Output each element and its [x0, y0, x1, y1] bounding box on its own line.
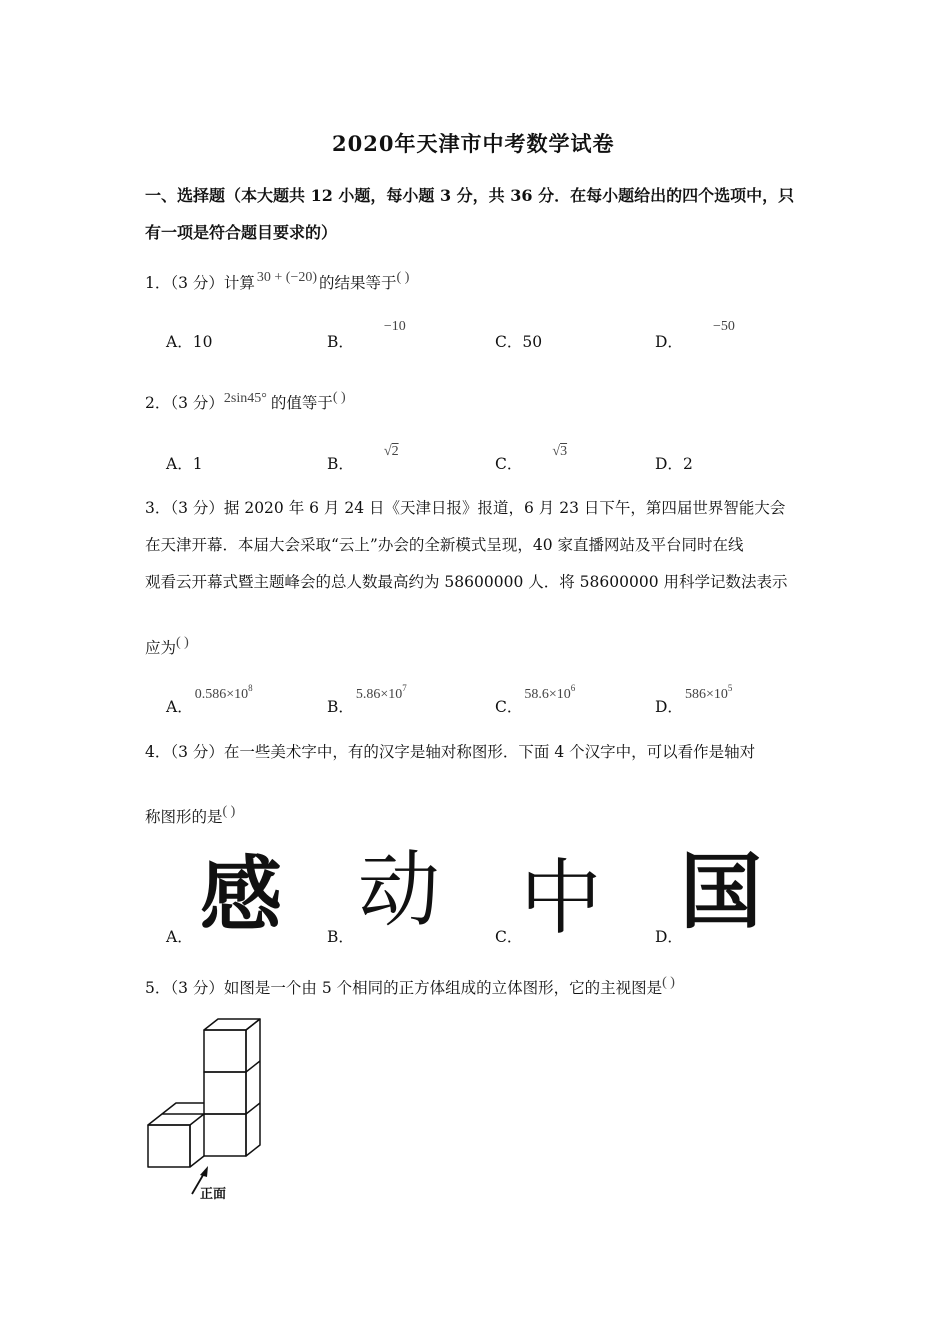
option-label: A．	[166, 333, 193, 351]
option-label: A．	[166, 698, 193, 716]
question-4-line1: 4．（3 分）在一些美术字中，有的汉字是轴对称图形．下面 4 个汉字中，可以看作是轴对	[145, 743, 756, 761]
answer-paren: ( )	[662, 975, 675, 990]
q4-option-c-character: 中	[520, 851, 603, 946]
q4-option-b-label[interactable]: B．	[327, 928, 354, 946]
question-3-line2: 在天津开幕．本届大会采取“云上”办会的全新模式呈现，40 家直播网站及平台同时在线	[145, 536, 744, 554]
q2-option-d[interactable]	[655, 452, 693, 474]
question-2	[145, 391, 346, 413]
question-5	[145, 976, 675, 998]
sqrt-expression: √3	[552, 444, 568, 459]
question-3-line3: 观看云开幕式暨主题峰会的总人数最高约为 58600000 人．将 58600000 用科学记数法表示	[145, 573, 788, 591]
q1-option-d[interactable]	[655, 319, 735, 352]
q4-option-c-label[interactable]: C．	[495, 928, 523, 946]
option-exponent: 8	[248, 683, 253, 693]
q2-option-c[interactable]	[495, 444, 568, 474]
q1-option-c[interactable]	[495, 330, 542, 352]
q4-option-d-label[interactable]: D．	[655, 928, 683, 946]
option-value: 50	[522, 333, 543, 351]
page-title: 2020年天津市中考数学试卷	[332, 131, 615, 156]
answer-paren: ( )	[396, 270, 410, 285]
question-3-tail: 应为	[145, 639, 177, 657]
option-label: B．	[327, 455, 354, 473]
option-mantissa: 58.6×10	[524, 687, 571, 702]
question-1-suffix: 的结果等于	[319, 274, 397, 292]
cube-tower-middle-front	[204, 1072, 246, 1114]
option-label: B．	[327, 333, 354, 351]
question-1	[145, 271, 409, 293]
answer-paren: ( )	[176, 635, 189, 650]
q1-option-b[interactable]	[327, 319, 406, 352]
option-value: 2	[682, 455, 693, 473]
section-header-line2: 有一项是符合题目要求的）	[145, 223, 338, 242]
option-label: C．	[495, 455, 523, 473]
option-label: D．	[655, 698, 683, 716]
option-exponent: 5	[727, 683, 733, 693]
q2-option-b[interactable]	[327, 444, 399, 474]
question-3-line1: 3．（3 分）据 2020 年 6 月 24 日《天津日报》报道，6 月 23 日下午，第四届世界智能大会	[145, 499, 786, 517]
option-value: 10	[192, 333, 213, 351]
q4-option-a-character: 感	[200, 848, 283, 943]
option-label: A．	[166, 455, 193, 473]
cube-left-top-face	[148, 1114, 204, 1125]
question-2-prefix: 2．（3 分）	[145, 394, 224, 412]
question-1-expression: 30 + (−20)	[256, 270, 318, 285]
option-mantissa: 586×10	[684, 687, 728, 702]
question-2-expression: 2sin45°	[223, 391, 267, 406]
front-view-label: 正面	[200, 1187, 227, 1202]
q4-option-a-label[interactable]: A．	[166, 928, 193, 946]
q4-option-d-character: 国	[680, 845, 763, 940]
cube-tower-top-face	[204, 1019, 260, 1030]
q4-option-b-character: 动	[358, 843, 441, 938]
section-header-line1: 一、选择题（本大题共 12 小题，每小题 3 分，共 36 分．在每小题给出的四个选项中，只	[145, 186, 795, 205]
option-mantissa: 5.86×10	[355, 687, 403, 702]
cube-tower-top-front	[204, 1030, 246, 1072]
sqrt-expression: √2	[383, 444, 399, 459]
option-label: B．	[327, 698, 354, 716]
question-2-suffix: 的值等于	[270, 394, 333, 412]
cube-left-front	[148, 1125, 190, 1167]
option-label: C．	[495, 698, 523, 716]
answer-paren: ( )	[332, 390, 346, 405]
option-value: −10	[383, 319, 406, 334]
q2-option-a[interactable]	[166, 452, 203, 474]
cube-tower-bottom-front	[204, 1114, 246, 1156]
question-4-tail: 称图形的是	[145, 808, 223, 826]
option-label: D．	[655, 333, 683, 351]
option-value: 3	[560, 444, 568, 459]
option-value: −50	[712, 319, 735, 334]
question-5-text: 5．（3 分）如图是一个由 5 个相同的正方体组成的立体图形，它的主视图是	[145, 979, 663, 997]
option-exponent: 6	[570, 683, 576, 693]
question-4-line2	[145, 805, 235, 827]
question-3-line4	[145, 636, 189, 658]
cube-stack-figure	[140, 1010, 280, 1205]
cube-tower-right-face	[246, 1019, 260, 1156]
answer-paren: ( )	[222, 804, 236, 819]
option-label: C．	[495, 333, 523, 351]
q1-option-a[interactable]	[166, 330, 212, 352]
option-exponent: 7	[402, 683, 407, 693]
option-value: 1	[192, 455, 203, 473]
option-value: 2	[391, 444, 399, 459]
question-1-prefix: 1．（3 分）计算	[145, 274, 255, 292]
option-mantissa: 0.586×10	[194, 687, 249, 702]
option-label: D．	[655, 455, 683, 473]
